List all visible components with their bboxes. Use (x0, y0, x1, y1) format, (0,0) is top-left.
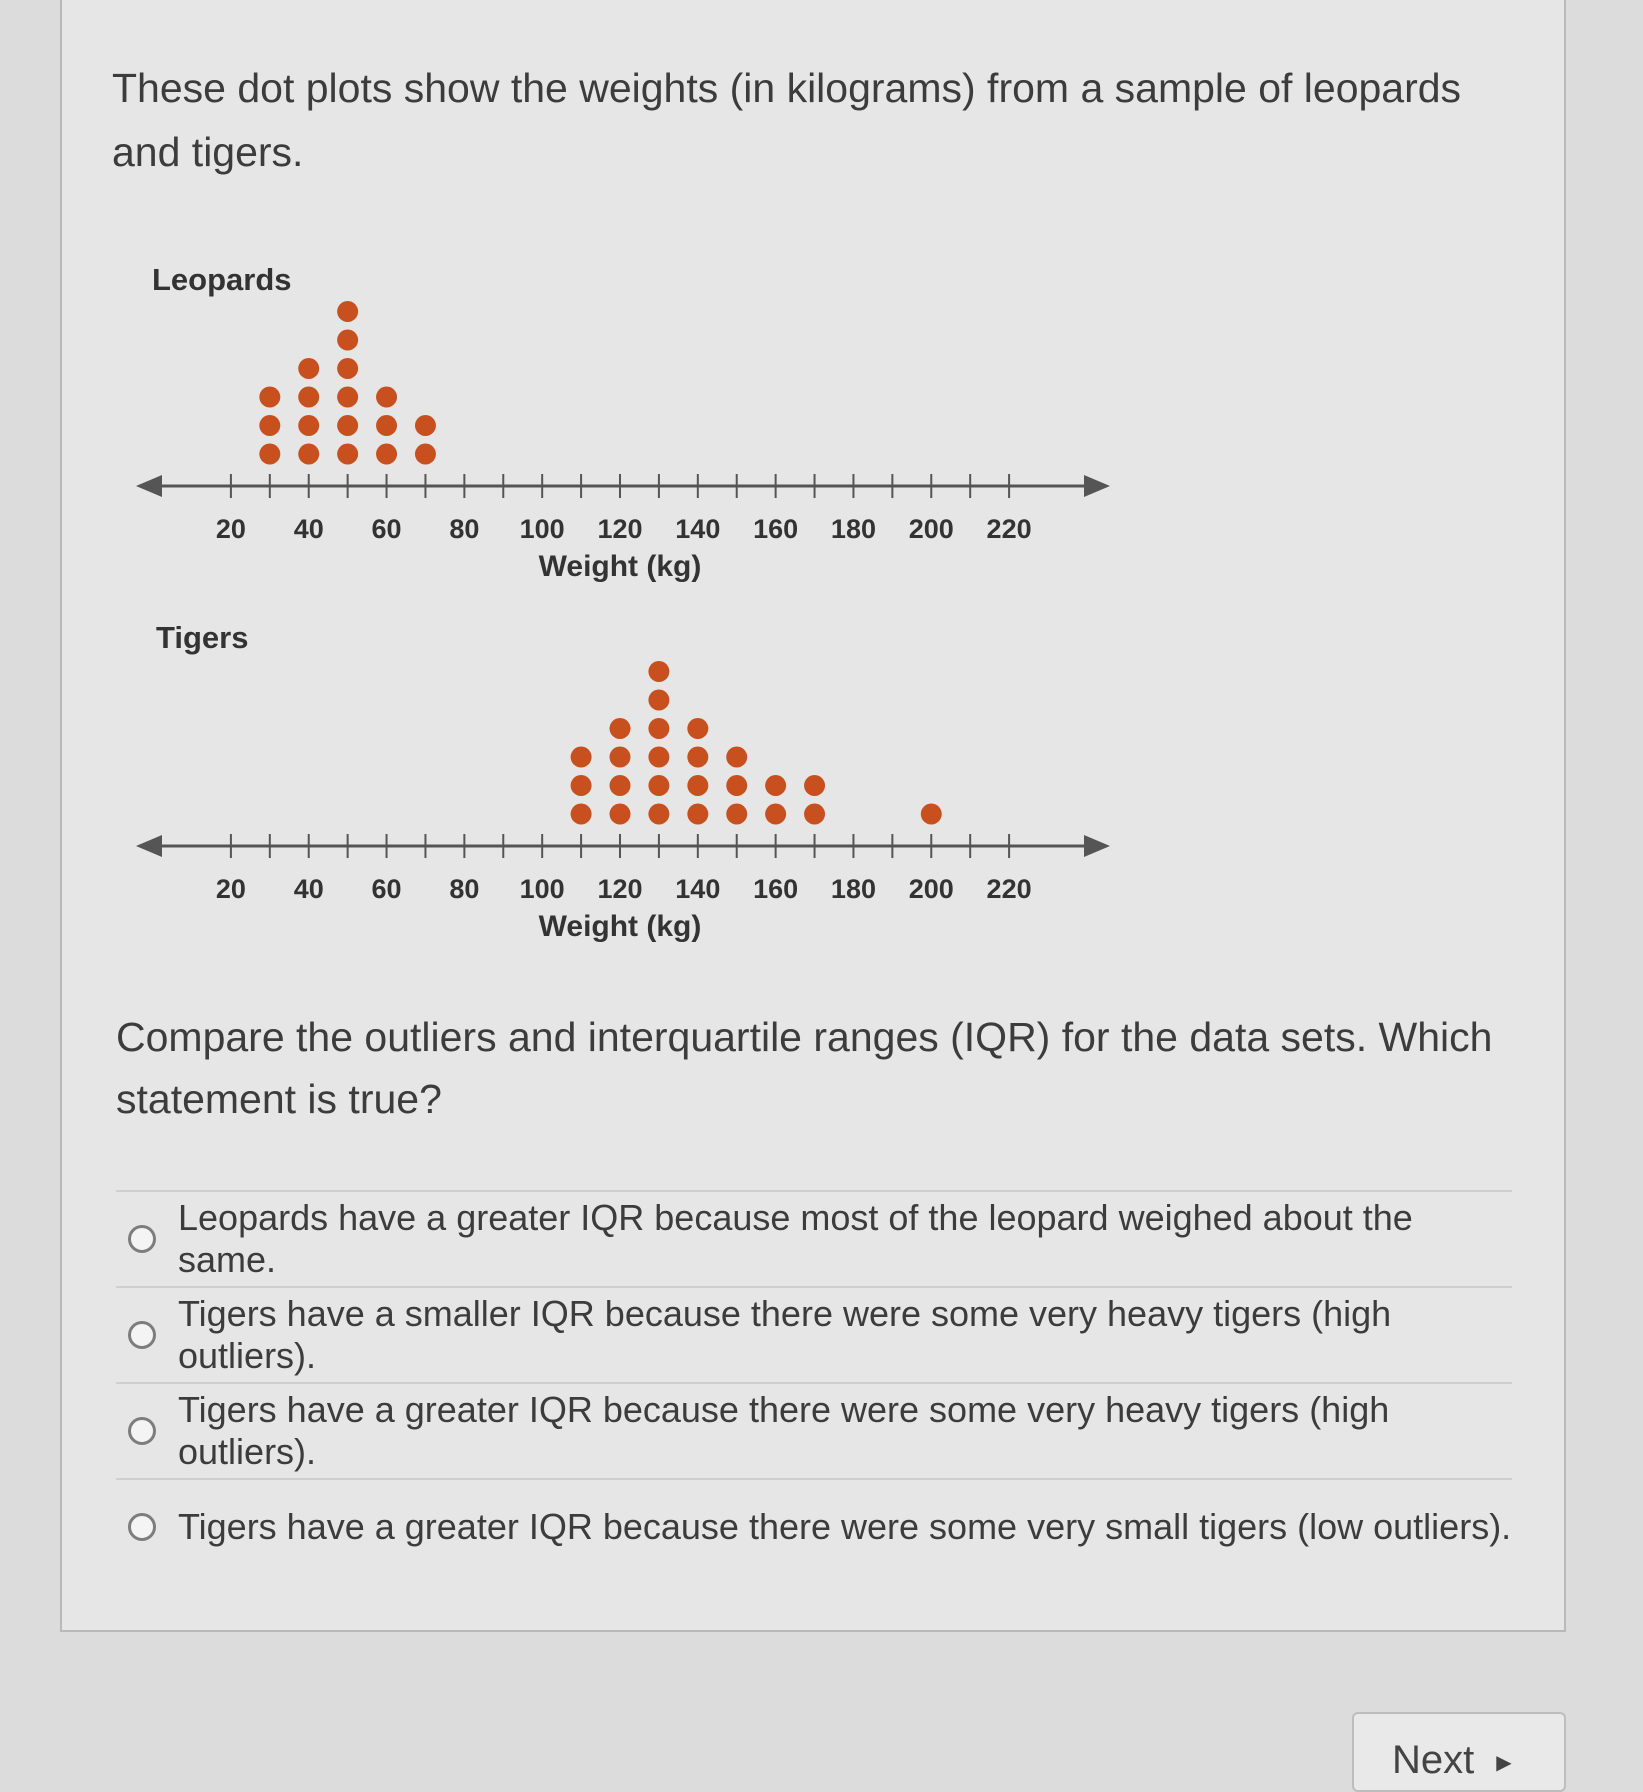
data-dot (687, 718, 708, 739)
x-tick-label: 220 (986, 874, 1032, 904)
answer-option-3[interactable] (116, 1382, 1512, 1478)
data-dot (765, 775, 786, 796)
x-tick-label: 60 (371, 874, 402, 904)
x-axis-left-arrow (136, 475, 162, 497)
x-tick-label: 100 (519, 514, 565, 544)
radio-button[interactable] (128, 1225, 156, 1253)
x-axis-title: Weight (kg) (538, 910, 702, 943)
data-dot (648, 690, 669, 711)
question-text: Compare the outliers and interquartile ranges (IQR) for the data sets. Which statement is true? (116, 1014, 1493, 1122)
answer-options (116, 1190, 1512, 1574)
leopards-plot-title: Leopards (152, 262, 292, 297)
data-dot (298, 387, 319, 408)
data-dot (415, 444, 436, 465)
x-tick-label: 120 (597, 514, 643, 544)
data-dot (571, 804, 592, 825)
data-dot (687, 747, 708, 768)
data-dot (804, 775, 825, 796)
x-tick-label: 140 (675, 874, 721, 904)
answer-option-label: Leopards have a greater IQR because most of the leopard weighed about the same. (178, 1197, 1413, 1280)
data-dot (648, 775, 669, 796)
data-dot (337, 387, 358, 408)
x-axis-left-arrow (136, 835, 162, 857)
x-tick-label: 120 (597, 874, 643, 904)
answer-option-label: Tigers have a greater IQR because there were some very heavy tigers (high outliers). (178, 1389, 1390, 1472)
data-dot (415, 415, 436, 436)
x-tick-label: 60 (371, 514, 402, 544)
data-dot (726, 775, 747, 796)
data-dot (648, 804, 669, 825)
data-dot (337, 301, 358, 322)
x-axis-title: Weight (kg) (538, 550, 702, 583)
data-dot (376, 444, 397, 465)
data-dot (765, 804, 786, 825)
x-tick-label: 180 (830, 874, 876, 904)
answer-option-4[interactable] (116, 1478, 1512, 1574)
x-tick-label: 140 (675, 514, 721, 544)
data-dot (648, 661, 669, 682)
data-dot (804, 804, 825, 825)
data-dot (298, 358, 319, 379)
data-dot (726, 747, 747, 768)
leopards-dot-plot (0, 270, 1140, 583)
x-tick-label: 160 (753, 874, 799, 904)
radio-button[interactable] (128, 1321, 156, 1349)
tigers-dot-plot (0, 630, 1140, 943)
x-tick-label: 200 (908, 874, 954, 904)
data-dot (259, 415, 280, 436)
next-button[interactable] (1352, 1712, 1566, 1792)
data-dot (337, 358, 358, 379)
data-dot (337, 444, 358, 465)
x-tick-label: 40 (293, 874, 324, 904)
answer-option-label: Tigers have a greater IQR because there were some very small tigers (low outliers). (178, 1506, 1512, 1547)
data-dot (687, 804, 708, 825)
data-dot (610, 718, 631, 739)
question-prompt: These dot plots show the weights (in kilograms) from a sample of leopards and tigers. (112, 65, 1462, 175)
data-dot (687, 775, 708, 796)
radio-button[interactable] (128, 1513, 156, 1541)
data-dot (337, 415, 358, 436)
x-tick-label: 200 (908, 514, 954, 544)
answer-option-1[interactable] (116, 1190, 1512, 1286)
data-dot (259, 387, 280, 408)
x-tick-label: 160 (753, 514, 799, 544)
data-dot (610, 804, 631, 825)
data-dot (610, 775, 631, 796)
x-axis-right-arrow (1084, 475, 1110, 497)
data-dot (298, 444, 319, 465)
x-tick-label: 40 (293, 514, 324, 544)
data-dot (571, 775, 592, 796)
x-tick-label: 80 (449, 874, 480, 904)
answer-option-2[interactable] (116, 1286, 1512, 1382)
data-dot (726, 804, 747, 825)
play-arrow-icon: ▶ (1496, 1752, 1512, 1774)
data-dot (571, 747, 592, 768)
data-dot (298, 415, 319, 436)
tigers-plot-title: Tigers (156, 620, 249, 655)
data-dot (610, 747, 631, 768)
radio-button[interactable] (128, 1417, 156, 1445)
x-tick-label: 180 (830, 514, 876, 544)
x-tick-label: 20 (215, 874, 246, 904)
x-axis-right-arrow (1084, 835, 1110, 857)
data-dot (648, 747, 669, 768)
data-dot (376, 387, 397, 408)
x-tick-label: 100 (519, 874, 565, 904)
data-dot (376, 415, 397, 436)
data-dot (921, 804, 942, 825)
data-dot (648, 718, 669, 739)
answer-option-label: Tigers have a smaller IQR because there were some very heavy tigers (high outliers). (178, 1293, 1392, 1376)
x-tick-label: 220 (986, 514, 1032, 544)
x-tick-label: 80 (449, 514, 480, 544)
next-button-label: Next (1392, 1738, 1475, 1782)
x-tick-label: 20 (215, 514, 246, 544)
data-dot (259, 444, 280, 465)
data-dot (337, 330, 358, 351)
